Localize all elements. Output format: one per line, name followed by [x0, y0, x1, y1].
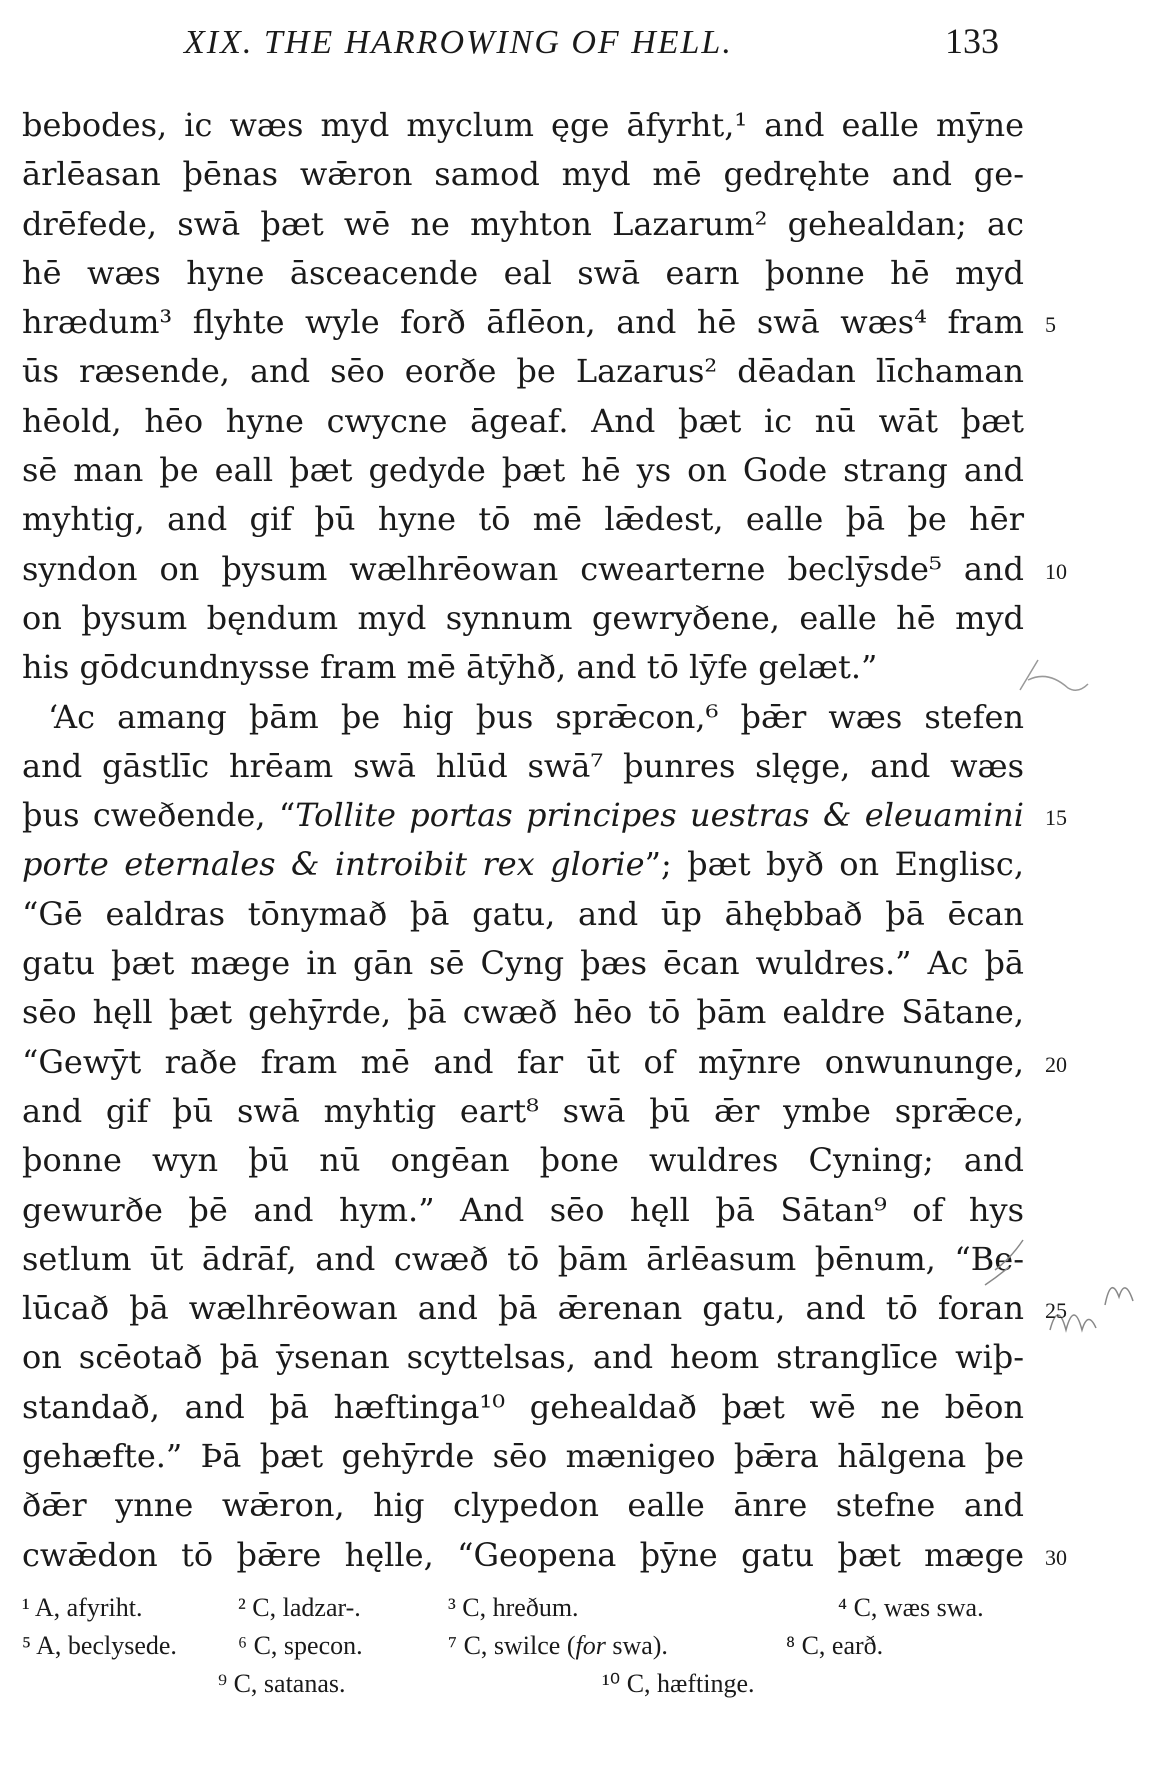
text-line: sēo hęll þæt gehȳrde, þā cwæð hēo tō þām ealdre Sātane, [22, 993, 1024, 1032]
text-line: cwǣdon tō þǣre hęlle, “Geopena þȳne gatu þæt mæge [22, 1535, 1024, 1574]
footnote: ⁷ C, swilce (for swa). [448, 1631, 668, 1660]
footnote: ⁸ C, earð. [786, 1631, 884, 1660]
text-line: ārlēasan þēnas wǣron samod myd mē gedręhte and ge- [22, 155, 1024, 194]
text-line: hrædum³ flyhte wyle forð āflēon, and hē swā wæs⁴ fram [22, 303, 1024, 342]
text-line: gewurðe þē and hym.” And sēo hęll þā Sātan⁹ of hys [22, 1190, 1024, 1229]
text-line: porte eternales & introibit rex glorie”; þæt byð on Englisc, [22, 845, 1025, 884]
footnote: ¹ A, afyriht. [22, 1593, 143, 1622]
text-line: “Gē ealdras tōnymað þā gatu, and ūp āhębbað þā ēcan [22, 894, 1024, 933]
text-line: on þysum bęndum myd synnum gewryðene, ealle hē myd [22, 598, 1024, 637]
line-number: 30 [1045, 1544, 1067, 1570]
footnote-row [22, 1589, 1024, 1627]
footnote-row [22, 1665, 1024, 1703]
footnote: ⁹ C, satanas. [218, 1669, 346, 1698]
text-line: on scēotað þā ȳsenan scyttelsas, and heom stranglīce wiþ- [22, 1338, 1024, 1377]
line-number: 25 [1045, 1298, 1067, 1324]
text-line: þonne wyn þū nū ongēan þone wuldres Cyning; and [22, 1141, 1024, 1180]
running-head: XIX. THE HARROWING OF HELL. [184, 24, 733, 61]
text-line: sē man þe eall þæt gedyde þæt hē ys on Gode strang and [22, 451, 1024, 490]
page-number: 133 [945, 21, 999, 61]
text-line: ðǣr ynne wǣron, hig clypedon ealle ānre stefne and [22, 1486, 1024, 1525]
footnote: ⁶ C, specon. [238, 1631, 363, 1660]
text-line: hē wæs hyne āsceacende eal swā earn þonne hē myd [22, 253, 1024, 292]
pencil-scribble [1105, 1288, 1133, 1305]
footnote-row [22, 1627, 1024, 1665]
text-line: gatu þæt mæge in gān sē Cyng þæs ēcan wuldres.” Ac þā [22, 944, 1024, 983]
line-number: 10 [1045, 558, 1067, 584]
footnotes [22, 1589, 1024, 1703]
text-line: ‘Ac amang þām þe hig þus sprǣcon,⁶ þǣr wæs stefen [48, 697, 1024, 736]
text-line: standað, and þā hæftinga¹⁰ gehealdað þæt wē ne bēon [22, 1387, 1024, 1426]
text-line: myhtig, and gif þū hyne tō mē lǣdest, ealle þā þe hēr [22, 500, 1024, 539]
footnote: ² C, ladzar-. [238, 1593, 361, 1622]
footnote: ¹⁰ C, hæftinge. [602, 1669, 755, 1698]
footnote: ⁵ A, beclysede. [22, 1631, 177, 1660]
footnote: ³ C, hreðum. [448, 1593, 579, 1622]
line-number: 15 [1045, 805, 1067, 831]
text-line: and gāstlīc hrēam swā hlūd swā⁷ þunres slęge, and wæs [22, 746, 1024, 785]
text-line: þus cweðende, “Tollite portas principes uestras & eleuamini [22, 796, 1025, 835]
footnote: ⁴ C, wæs swa. [838, 1593, 984, 1622]
pencil-scribble [1020, 660, 1088, 690]
text-line: and gif þū swā myhtig eart⁸ swā þū ǣr ymbe sprǣce, [22, 1091, 1024, 1130]
line-number: 20 [1045, 1051, 1067, 1077]
text-line: his gōdcundnysse fram mē ātȳhð, and tō lȳfe gelæt.” [22, 648, 878, 687]
text-line: drēfede, swā þæt wē ne myhton Lazarum² gehealdan; ac [22, 204, 1024, 243]
text-line: setlum ūt ādrāf, and cwæð tō þām ārlēasum þēnum, “Be- [22, 1239, 1024, 1278]
text-line: ūs ræsende, and sēo eorðe þe Lazarus² dēadan līchaman [22, 352, 1024, 391]
text-line: syndon on þysum wælhrēowan cwearterne beclȳsde⁵ and [22, 549, 1024, 588]
text-line: “Gewȳt raðe fram mē and far ūt of mȳnre onwununge, [22, 1042, 1024, 1081]
text-line: gehæfte.” Þā þæt gehȳrde sēo mænigeo þǣra hālgena þe [22, 1437, 1024, 1476]
body-text [22, 101, 1024, 1580]
text-line: hēold, hēo hyne cwycne āgeaf. And þæt ic nū wāt þæt [22, 401, 1024, 440]
text-line: lūcað þā wælhrēowan and þā ǣrenan gatu, and tō foran [22, 1289, 1024, 1328]
text-line: bebodes, ic wæs myd myclum ęge āfyrht,¹ and ealle mȳne [22, 106, 1024, 144]
line-number: 5 [1045, 312, 1056, 338]
